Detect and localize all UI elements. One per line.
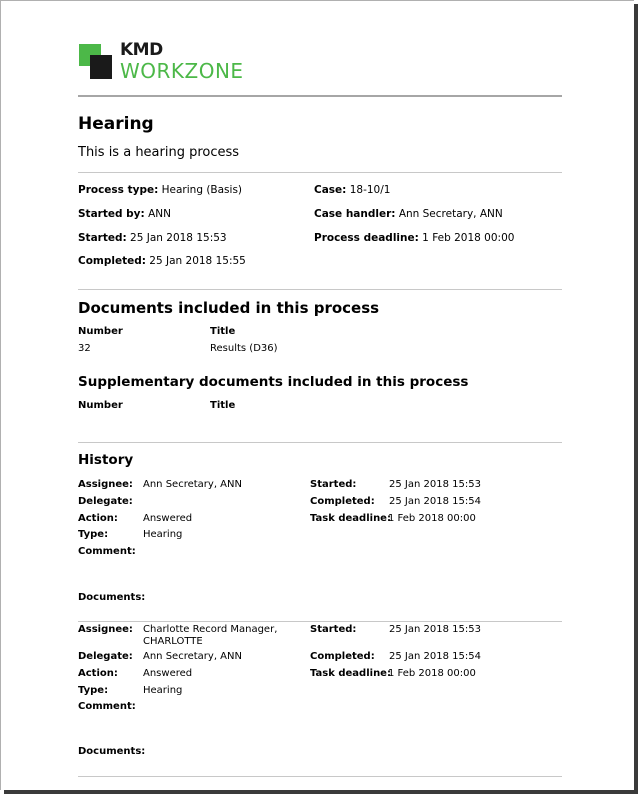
divider xyxy=(78,442,562,443)
delegate-label: Delegate: xyxy=(78,651,133,662)
process-deadline-label: Process deadline: xyxy=(314,232,419,244)
started-by-field xyxy=(78,208,171,220)
started-label: Started: xyxy=(310,479,357,490)
logo-black-square xyxy=(90,55,112,79)
case-handler-field xyxy=(314,208,503,220)
action-label: Action: xyxy=(78,668,118,679)
document-number: 32 xyxy=(78,343,91,354)
case-value: 18-10/1 xyxy=(349,184,391,196)
completed-label: Completed: xyxy=(310,651,375,662)
logo-top-text: KMD xyxy=(120,40,163,60)
assignee-value-line2: CHARLOTTE xyxy=(143,636,203,647)
started-value: 25 Jan 2018 15:53 xyxy=(389,479,481,490)
divider xyxy=(78,172,562,173)
started-value: 25 Jan 2018 15:53 xyxy=(389,624,481,635)
type-label: Type: xyxy=(78,529,109,540)
completed-label: Completed: xyxy=(310,496,375,507)
action-label: Action: xyxy=(78,513,118,524)
page-description: This is a hearing process xyxy=(78,145,240,160)
documents-col-number: Number xyxy=(78,326,123,337)
history-heading: History xyxy=(78,452,134,468)
logo-bottom-text: WORKZONE xyxy=(120,59,244,83)
process-type-value: Hearing (Basis) xyxy=(161,184,243,196)
process-deadline-value: 1 Feb 2018 00:00 xyxy=(422,232,515,244)
case-field xyxy=(314,184,390,196)
completed-field xyxy=(78,255,246,267)
divider xyxy=(78,289,562,290)
documents-heading: Documents included in this process xyxy=(78,299,380,317)
started-label: Started: xyxy=(310,624,357,635)
document-title-link[interactable]: Results (D36) xyxy=(210,343,278,354)
process-deadline-field xyxy=(314,232,514,244)
kmd-workzone-logo xyxy=(78,40,278,83)
supplementary-heading: Supplementary documents included in this process xyxy=(78,374,469,390)
completed-value: 25 Jan 2018 15:54 xyxy=(389,651,481,662)
supplementary-col-title: Title xyxy=(210,400,236,411)
task-deadline-value: 1 Feb 2018 00:00 xyxy=(388,668,476,679)
comment-label: Comment: xyxy=(78,546,136,557)
process-type-label: Process type: xyxy=(78,184,159,196)
started-value: 25 Jan 2018 15:53 xyxy=(130,232,227,244)
started-field xyxy=(78,232,227,244)
task-deadline-value: 1 Feb 2018 00:00 xyxy=(388,513,476,524)
documents-label: Documents: xyxy=(78,592,146,603)
started-by-value: ANN xyxy=(148,208,171,220)
divider xyxy=(78,776,562,777)
started-label: Started: xyxy=(78,232,127,244)
documents-col-title: Title xyxy=(210,326,236,337)
action-value: Answered xyxy=(143,513,193,524)
action-value: Answered xyxy=(143,668,193,679)
comment-label: Comment: xyxy=(78,701,136,712)
supplementary-col-number: Number xyxy=(78,400,123,411)
assignee-value: Charlotte Record Manager, xyxy=(143,624,278,635)
assignee-label: Assignee: xyxy=(78,624,133,635)
type-value: Hearing xyxy=(143,685,183,696)
case-handler-label: Case handler: xyxy=(314,208,396,220)
started-by-label: Started by: xyxy=(78,208,145,220)
documents-label: Documents: xyxy=(78,746,146,757)
assignee-value: Ann Secretary, ANN xyxy=(143,479,242,490)
divider xyxy=(78,621,562,622)
task-deadline-label: Task deadline: xyxy=(310,668,391,679)
assignee-label: Assignee: xyxy=(78,479,133,490)
completed-label: Completed: xyxy=(78,255,146,267)
task-deadline-label: Task deadline: xyxy=(310,513,391,524)
case-handler-value: Ann Secretary, ANN xyxy=(398,208,503,220)
case-label: Case: xyxy=(314,184,347,196)
header-divider xyxy=(78,95,562,97)
delegate-label: Delegate: xyxy=(78,496,133,507)
delegate-value: Ann Secretary, ANN xyxy=(143,651,242,662)
type-label: Type: xyxy=(78,685,109,696)
type-value: Hearing xyxy=(143,529,183,540)
completed-value: 25 Jan 2018 15:55 xyxy=(149,255,246,267)
page-title: Hearing xyxy=(78,114,154,134)
process-type-field xyxy=(78,184,242,196)
completed-value: 25 Jan 2018 15:54 xyxy=(389,496,481,507)
